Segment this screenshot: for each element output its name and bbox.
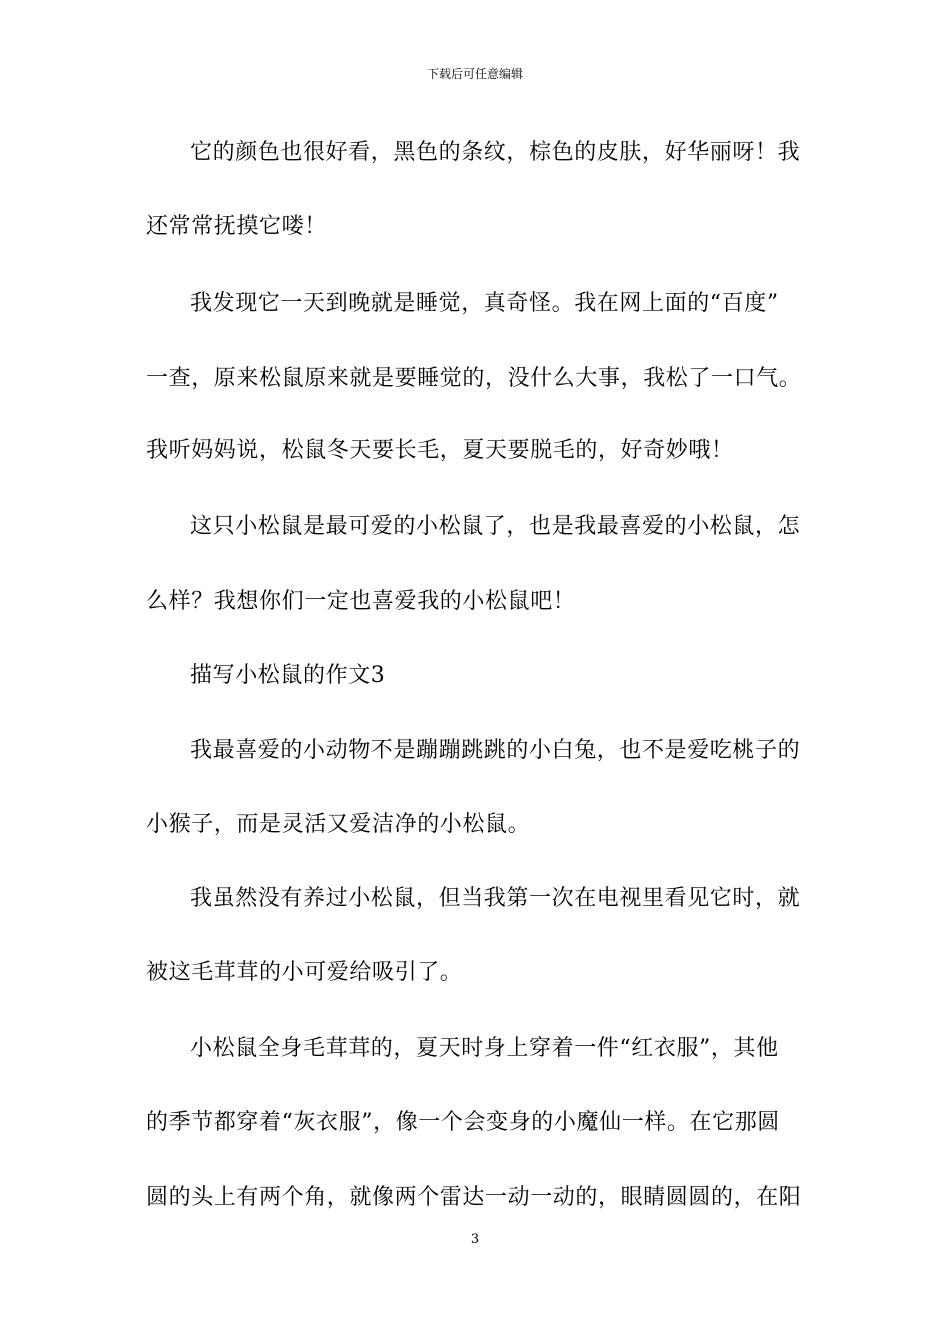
- text-line: 圆的头上有两个角，就像两个雷达一动一动的，眼睛圆圆的，在阳: [146, 1185, 802, 1210]
- text-line: 小松鼠全身毛茸茸的，夏天时身上穿着一件“红衣服”，其他: [190, 1036, 779, 1061]
- text-line: 小猴子，而是灵活又爱洁净的小松鼠。: [146, 812, 531, 837]
- text-line: 么样？我想你们一定也喜爱我的小松鼠吧！: [146, 589, 576, 614]
- text-line: 我发现它一天到晚就是睡觉，真奇怪。我在网上面的“百度”: [190, 291, 779, 316]
- section-heading: 描写小松鼠的作文3: [190, 663, 386, 688]
- text-line: 我虽然没有养过小松鼠，但当我第一次在电视里看见它时，就: [190, 886, 801, 911]
- text-line: 这只小松鼠是最可爱的小松鼠了，也是我最喜爱的小松鼠，怎: [190, 514, 801, 539]
- text-line: 一查，原来松鼠原来就是要睡觉的，没什么大事，我松了一口气。: [146, 366, 802, 391]
- text-line: 我最喜爱的小动物不是蹦蹦跳跳的小白兔，也不是爱吃桃子的: [190, 738, 801, 763]
- text-line: 我听妈妈说，松鼠冬天要长毛，夏天要脱毛的，好奇妙哦！: [146, 438, 734, 463]
- text-line: 还常常抚摸它喽！: [146, 214, 327, 239]
- text-line: 被这毛茸茸的小可爱给吸引了。: [146, 960, 463, 985]
- text-line: 它的颜色也很好看，黑色的条纹，棕色的皮肤，好华丽呀！我: [190, 140, 801, 165]
- text-line: 的季节都穿着“灰衣服”，像一个会变身的小魔仙一样。在它那圆: [146, 1110, 780, 1135]
- page-number: 3: [470, 1232, 480, 1247]
- page-header: 下载后可任意编辑: [426, 67, 523, 81]
